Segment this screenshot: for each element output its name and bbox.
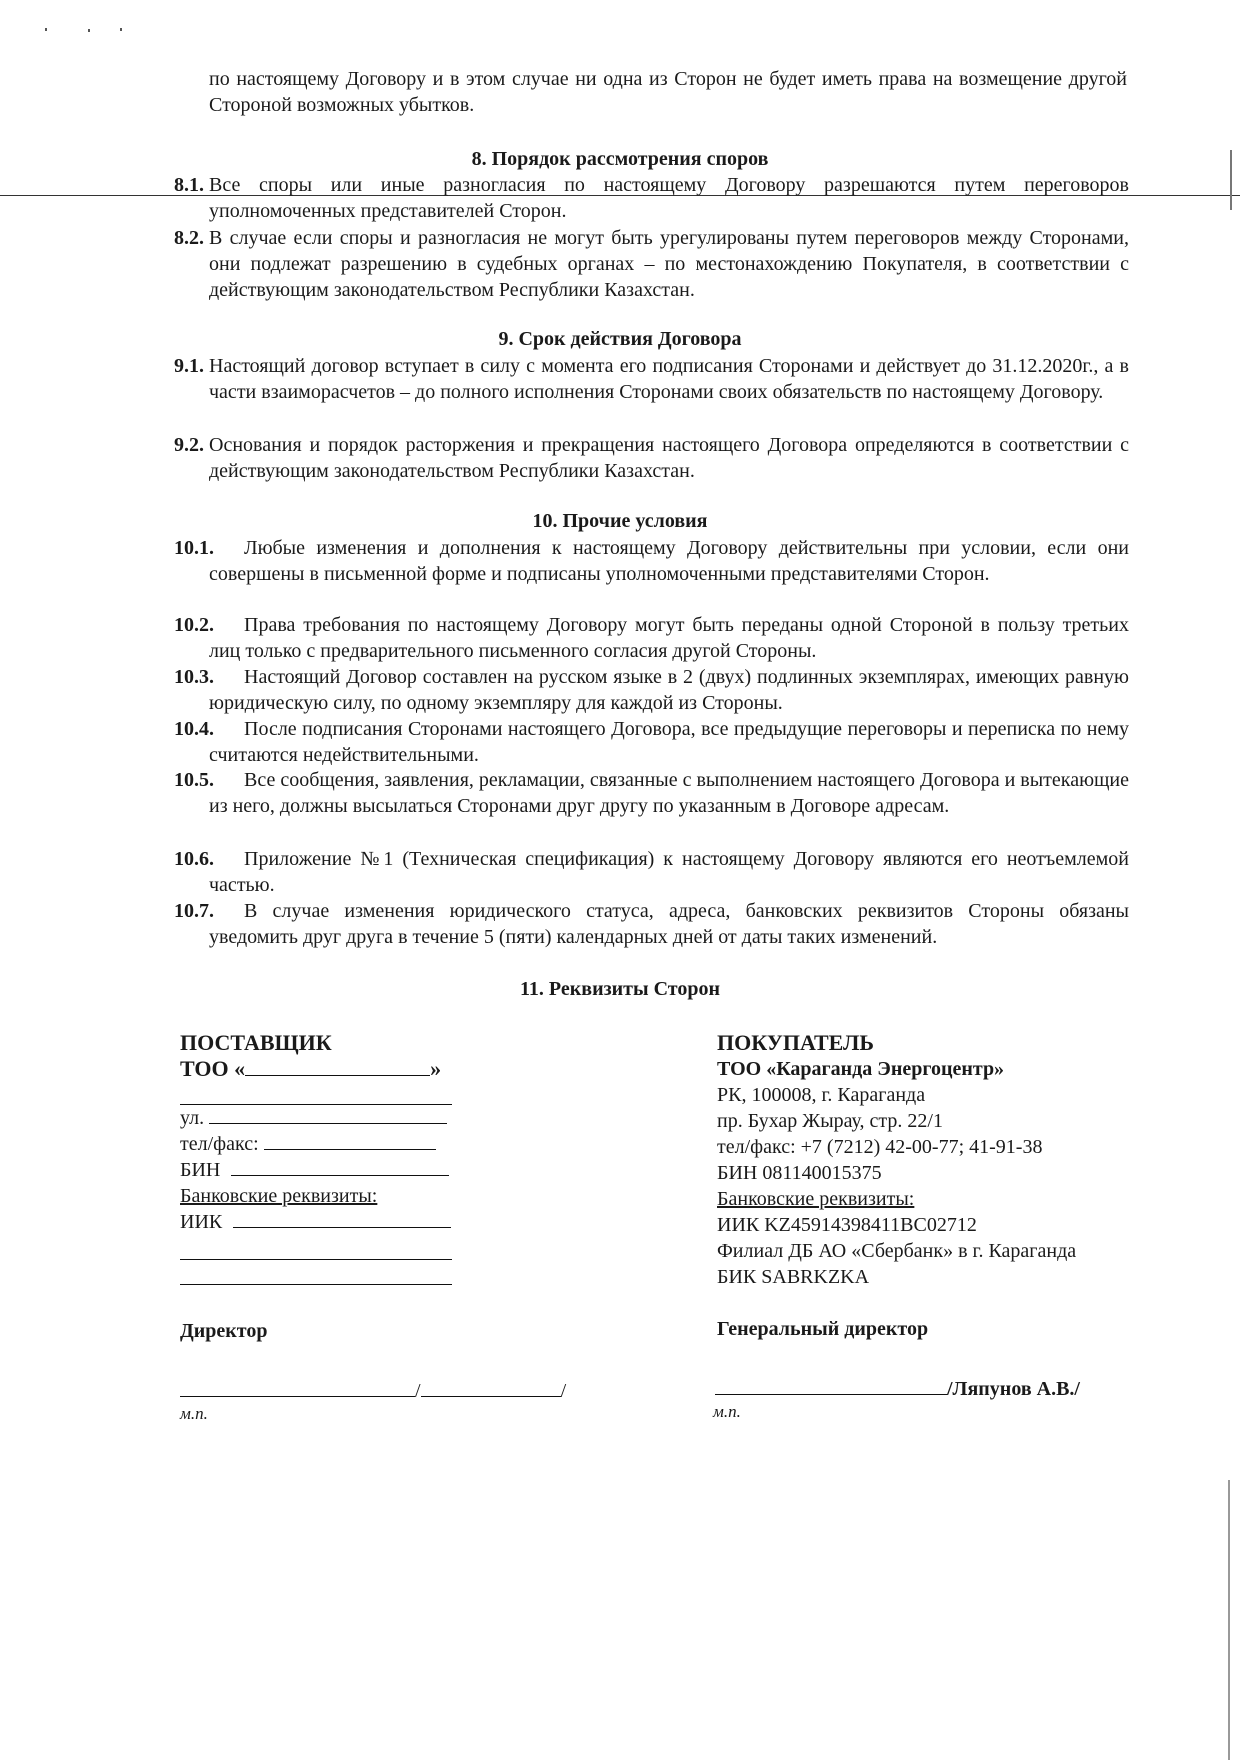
continuation-paragraph: по настоящему Договору и в этом случае ни одна из Сторон не будет иметь права на возмещение другой Стороной возможных убытков. — [209, 68, 1127, 116]
buyer-bank: Филиал ДБ АО «Сбербанк» в г. Караганда — [717, 1240, 1077, 1262]
buyer-address-2: пр. Бухар Жырау, стр. 22/1 — [717, 1110, 943, 1132]
supplier-bin-label: БИН — [180, 1159, 221, 1181]
supplier-org-line — [180, 1056, 460, 1082]
clause-10-1 — [174, 535, 1129, 587]
supplier-street-label: ул. — [180, 1107, 205, 1129]
clause-10-6 — [174, 846, 1129, 898]
scan-speck — [120, 28, 122, 31]
buyer-bik: БИК SABRKZKA — [717, 1266, 870, 1288]
clause-number: 8.2. — [174, 227, 204, 249]
supplier-blank-line — [180, 1264, 452, 1285]
clause-10-2 — [174, 612, 1129, 664]
supplier-stamp-placeholder: м.п. — [180, 1404, 208, 1423]
scan-edge — [1230, 150, 1232, 210]
buyer-org: ТОО «Караганда Энергоцентр» — [717, 1058, 1005, 1080]
supplier-street-blank — [209, 1105, 447, 1124]
supplier-blank-line — [180, 1084, 452, 1105]
supplier-iik-label: ИИК — [180, 1211, 223, 1233]
clause-number: 8.1. — [174, 174, 204, 196]
supplier-org-suffix: » — [430, 1056, 442, 1081]
clause-text: После подписания Сторонами настоящего Договора, все предыдущие переговоры и переписка по нему считаются недействительными. — [209, 718, 1129, 766]
buyer-header: ПОКУПАТЕЛЬ — [717, 1030, 874, 1055]
clause-text: Настоящий Договор составлен на русском языке в 2 (двух) подлинных экземплярах, имеющих равную юридическую силу, по одному экземпляру для каждой из Стороны. — [209, 666, 1129, 714]
signature-blank — [180, 1378, 415, 1397]
clause-9-1 — [174, 353, 1129, 405]
clause-text: Все сообщения, заявления, рекламации, связанные с выполнением настоящего Договора и вытекающие из него, должны высылаться Сторонами друг другу по указанным в Договоре адресам. — [209, 769, 1129, 817]
buyer-phone: тел/факс: +7 (7212) 42-00-77; 41-91-38 — [717, 1136, 1043, 1158]
signature-name-blank — [421, 1378, 561, 1397]
supplier-bin-blank — [231, 1157, 449, 1176]
buyer-bin: БИН 081140015375 — [717, 1162, 882, 1184]
buyer-address-1: РК, 100008, г. Караганда — [717, 1084, 926, 1106]
buyer-bank-label: Банковские реквизиты: — [717, 1188, 915, 1210]
supplier-iik-line — [180, 1209, 460, 1235]
section-title-9: 9. Срок действия Договора — [498, 328, 742, 350]
supplier-signer-title: Директор — [180, 1320, 268, 1342]
clause-text: Настоящий договор вступает в силу с момента его подписания Сторонами и действует до 31.12.2020г., а в части взаиморасчетов – до полного исполнения Сторонами своих обязательств по настоящему Договору. — [209, 355, 1129, 403]
clause-8-2 — [174, 225, 1129, 303]
section-title-11: 11. Реквизиты Сторон — [520, 978, 720, 1000]
supplier-phone-line — [180, 1131, 460, 1157]
clause-10-7 — [174, 898, 1129, 950]
clause-text: В случае если споры и разногласия не могут быть урегулированы путем переговоров между Сторонами, они подлежат разрешению в судебных органах – по местонахождению Покупателя, в соответствии с действующим законодательством Республики Казахстан. — [209, 227, 1129, 301]
clause-8-1 — [174, 172, 1129, 224]
clause-number: 10.6. — [174, 848, 214, 870]
supplier-details — [180, 1030, 460, 1285]
buyer-details — [717, 1030, 1137, 1290]
section-title-8: 8. Порядок рассмотрения споров — [471, 148, 769, 170]
supplier-signature-line: / / — [180, 1378, 566, 1403]
supplier-blank-line — [180, 1239, 452, 1260]
supplier-bank-label: Банковские реквизиты: — [180, 1185, 378, 1207]
supplier-org-blank — [245, 1057, 430, 1076]
supplier-street-line — [180, 1105, 460, 1131]
clause-number: 10.7. — [174, 900, 214, 922]
scan-edge — [1228, 1480, 1230, 1760]
clause-text: Права требования по настоящему Договору могут быть переданы одной Стороной в пользу третьих лиц только с предварительного письменного согласия другой Стороны. — [209, 614, 1129, 662]
buyer-stamp-placeholder: м.п. — [713, 1402, 741, 1421]
clause-9-2 — [174, 432, 1129, 484]
clause-number: 9.2. — [174, 434, 204, 456]
buyer-signer-title: Генеральный директор — [717, 1318, 929, 1340]
scan-speck — [45, 28, 47, 31]
clause-text: Все споры или иные разногласия по настоящему Договору разрешаются путем переговоров уполномоченных представителей Сторон. — [209, 174, 1129, 222]
scan-speck — [88, 29, 90, 32]
signature-blank — [715, 1376, 947, 1395]
buyer-signature-line — [715, 1376, 1080, 1401]
clause-number: 10.2. — [174, 614, 214, 636]
supplier-phone-blank — [264, 1131, 436, 1150]
clause-number: 10.1. — [174, 537, 214, 559]
clause-number: 10.4. — [174, 718, 214, 740]
clause-10-5 — [174, 767, 1129, 819]
supplier-iik-blank — [233, 1209, 451, 1228]
clause-10-3 — [174, 664, 1129, 716]
clause-number: 9.1. — [174, 355, 204, 377]
supplier-bin-line — [180, 1157, 460, 1183]
section-title-10: 10. Прочие условия — [532, 510, 708, 532]
clause-number: 10.5. — [174, 769, 214, 791]
clause-number: 10.3. — [174, 666, 214, 688]
supplier-header: ПОСТАВЩИК — [180, 1030, 332, 1055]
clause-10-4 — [174, 716, 1129, 768]
clause-text: Любые изменения и дополнения к настоящему Договору действительны при условии, если они совершены в письменной форме и подписаны уполномоченными представителями Сторон. — [209, 537, 1129, 585]
supplier-phone-label: тел/факс: — [180, 1133, 259, 1155]
clause-text: Приложение №1 (Техническая спецификация) к настоящему Договору являются его неотъемлемой частью. — [209, 848, 1129, 896]
buyer-signer-name: /Ляпунов А.В./ — [947, 1378, 1080, 1400]
clause-text: Основания и порядок расторжения и прекращения настоящего Договора определяются в соответствии с действующим законодательством Республики Казахстан. — [209, 434, 1129, 482]
supplier-org-prefix: ТОО « — [180, 1056, 246, 1081]
buyer-iik: ИИК KZ45914398411BC02712 — [717, 1214, 977, 1236]
clause-text: В случае изменения юридического статуса, адреса, банковских реквизитов Стороны обязаны уведомить друг друга в течение 5 (пяти) календарных дней от даты таких изменений. — [209, 900, 1129, 948]
